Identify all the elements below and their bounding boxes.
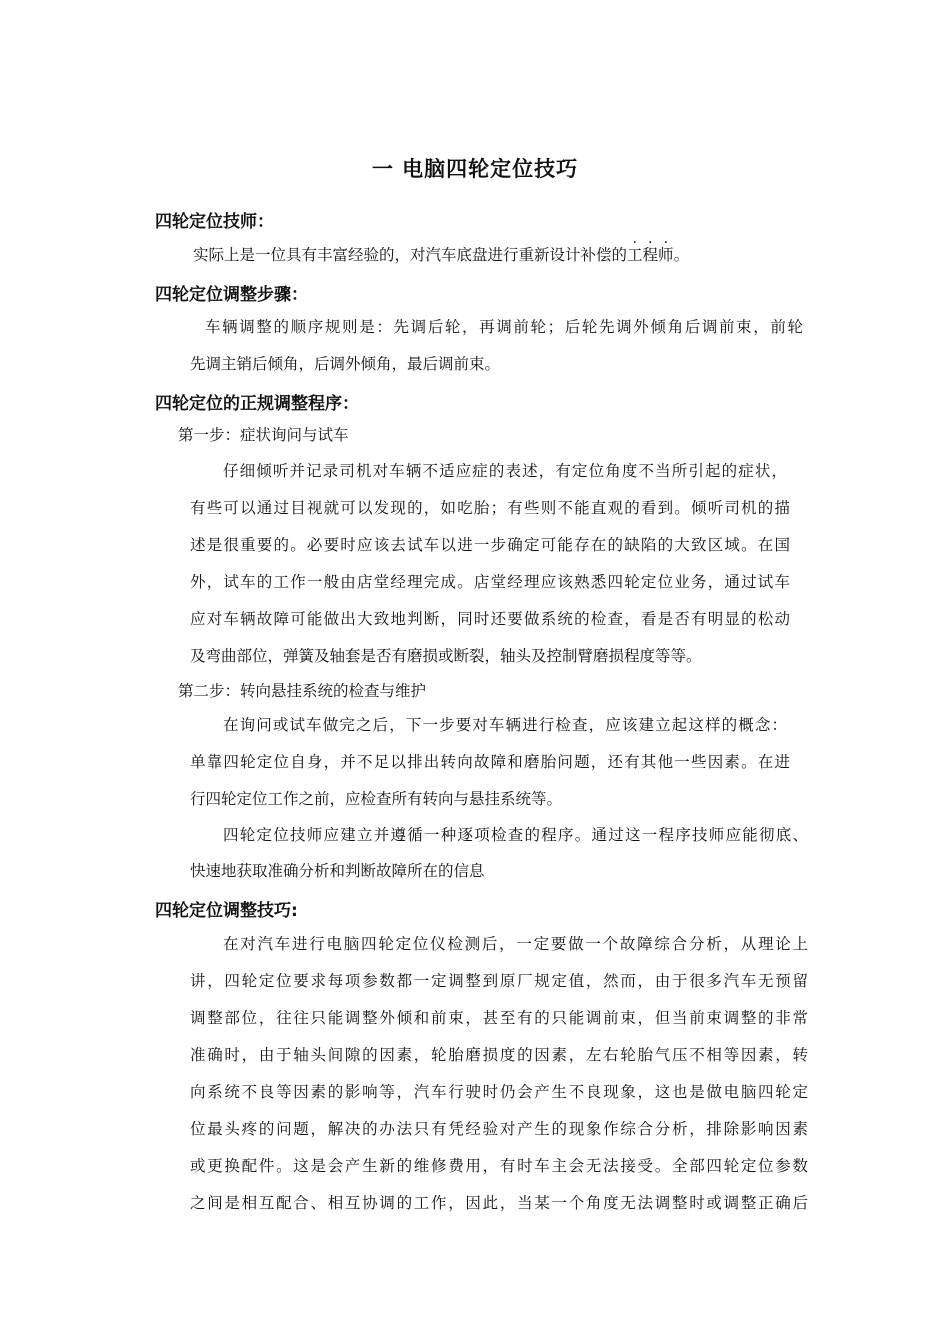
paragraph-line: 或更换配件。这是会产生新的维修费用，有时车主会无法接受。全部四轮定位参数: [190, 1157, 808, 1175]
emphasis-char: 工: [627, 246, 643, 264]
paragraph-line: 在对汽车进行电脑四轮定位仪检测后，一定要做一个故障综合分析，从理论上: [223, 935, 808, 953]
paragraph-line: 准确时，由于轴头间隙的因素，轮胎磨损度的因素，左右轮胎气压不相等因素，转: [190, 1046, 808, 1064]
section-heading-procedure: [145, 389, 359, 414]
text-span: 。: [673, 246, 690, 264]
paragraph-line: 调整部位，往往只能调整外倾和前束，甚至有的只能调前束，但当前束调整的非常: [190, 1009, 808, 1027]
text-span: 实际上是一位具有丰富经验的，对汽车底盘进行重新设计补偿的: [193, 246, 628, 264]
paragraph-line: 外，试车的工作一般由店堂经理完成。店堂经理应该熟悉四轮定位业务，通过试车: [190, 573, 790, 591]
paragraph-line: 仔细倾听并记录司机对车辆不适应症的表述，有定位角度不当所引起的症状，: [223, 462, 787, 480]
heading-text: 四轮定位的正规调整程序：: [155, 394, 359, 414]
heading-text: 四轮定位技师：: [155, 212, 274, 232]
step-title: 第一步：症状询问与试车: [178, 426, 349, 444]
emphasis-dots: [627, 246, 674, 264]
emphasized-text: [627, 246, 674, 264]
section-heading-steps: [145, 280, 308, 305]
section-heading-technician: [145, 207, 274, 232]
paragraph-line: 述是很重要的。必要时应该去试车以进一步确定可能存在的缺陷的大致区域。在国: [190, 536, 790, 554]
paragraph-line: 在询问或试车做完之后，下一步要对车辆进行检查，应该建立起这样的概念：: [223, 716, 787, 734]
paragraph-line: [193, 245, 689, 265]
paragraph-line: 单靠四轮定位自身，并不足以排出转向故障和磨胎问题，还有其他一些因素。在进: [190, 753, 790, 771]
heading-text: 四轮定位调整技巧:: [155, 901, 298, 921]
paragraph-line: 行四轮定位工作之前，应检查所有转向与悬挂系统等。: [190, 790, 563, 808]
paragraph-line: 及弯曲部位，弹簧及轴套是否有磨损或断裂，轴头及控制臂磨损程度等等。: [190, 647, 702, 665]
paragraph-line: 位最头疼的问题，解决的办法只有凭经验对产生的现象作综合分析，排除影响因素: [190, 1120, 808, 1138]
paragraph-line: 讲，四轮定位要求每项参数都一定调整到原厂规定值，然而，由于很多汽车无预留: [190, 972, 808, 990]
paragraph-line: 应对车辆故障可能做出大致地判断，同时还要做系统的检查，看是否有明显的松动: [190, 610, 790, 628]
step-title: 第二步：转向悬挂系统的检查与维护: [178, 682, 427, 700]
section-heading-techniques: [145, 896, 298, 921]
paragraph-line: 四轮定位技师应建立并遵循一种逐项检查的程序。通过这一程序技师应能彻底、: [223, 826, 808, 844]
paragraph-line: 先调主销后倾角，后调外倾角，最后调前束。: [190, 355, 501, 373]
paragraph-line: 之间是相互配合、相互协调的工作，因此，当某一个角度无法调整时或调整正确后: [190, 1194, 808, 1212]
paragraph-line: 车辆调整的顺序规则是：先调后轮，再调前轮；后轮先调外倾角后调前束，前轮: [205, 318, 803, 336]
paragraph-line: 有些可以通过目视就可以发现的，如吃胎；有些则不能直观的看到。倾听司机的描: [190, 499, 790, 517]
paragraph-line: 快速地获取准确分析和判断故障所在的信息: [190, 862, 485, 880]
page-title: 一 电脑四轮定位技巧: [371, 157, 579, 181]
paragraph-line: 向系统不良等因素的影响等，汽车行驶时仍会产生不良现象，这也是做电脑四轮定: [190, 1083, 808, 1101]
emphasis-char: 师: [658, 246, 674, 264]
heading-text: 四轮定位调整步骤：: [155, 285, 308, 305]
emphasis-char: 程: [642, 246, 659, 264]
